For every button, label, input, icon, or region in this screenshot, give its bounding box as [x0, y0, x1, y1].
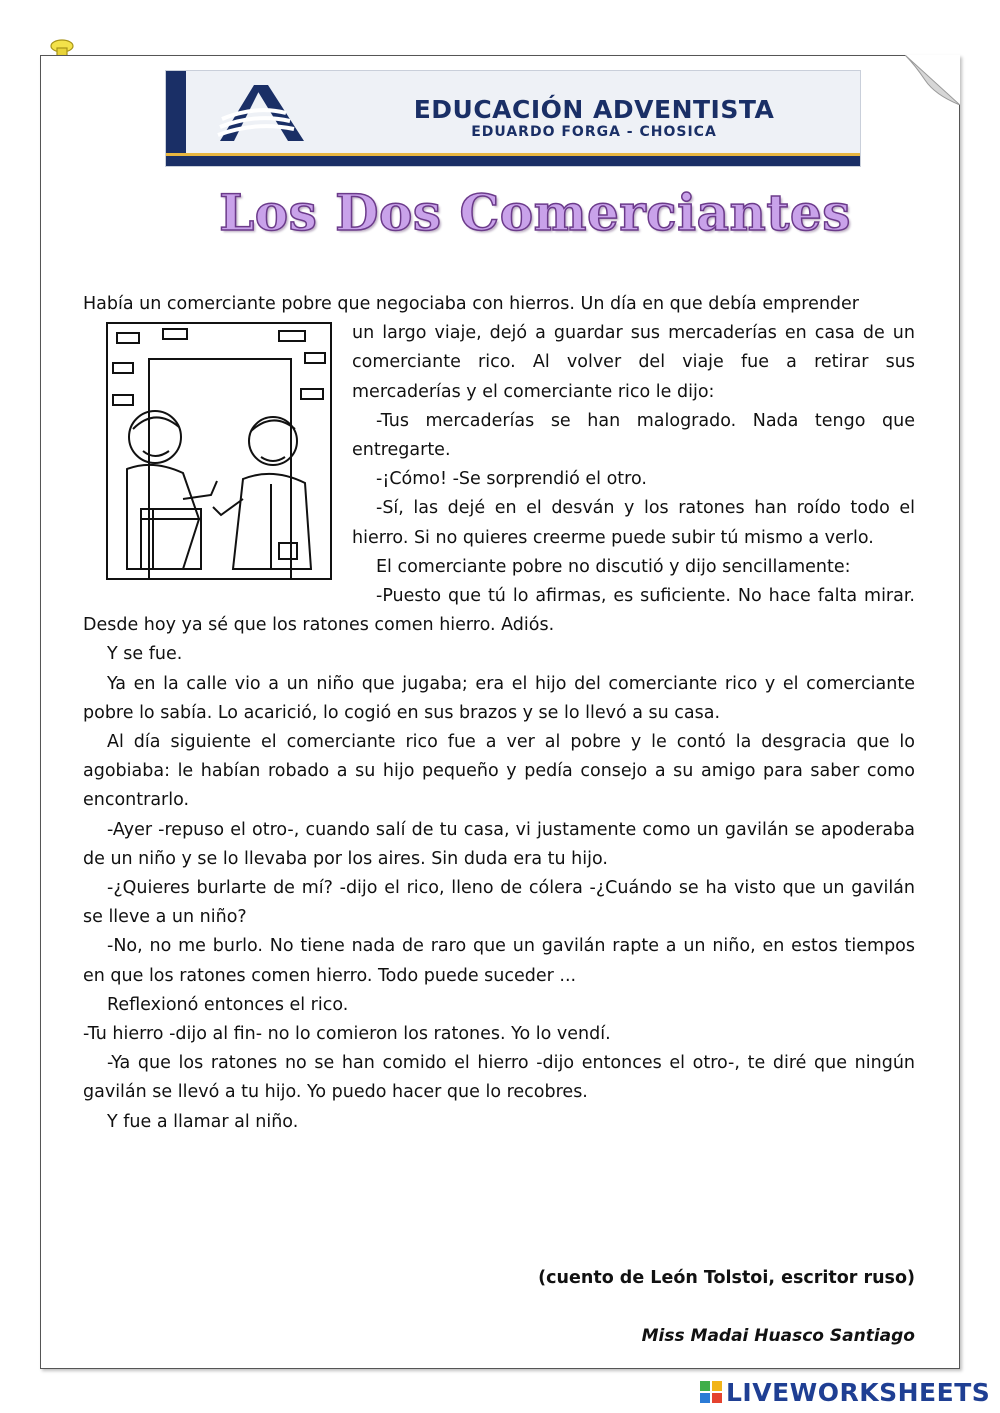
story-paragraph: un largo viaje, dejó a guardar sus mercaderías en casa de un comerciante rico. Al volver del viaje fue a retirar sus mercaderías y el comerciante rico le dijo: — [352, 323, 915, 402]
liveworksheets-badge-icon — [700, 1381, 722, 1403]
branch-name: EDUARDO FORGA - CHOSICA — [471, 124, 717, 140]
page-title: Los Dos Comerciantes — [219, 183, 851, 242]
story-paragraph-intro: Había un comerciante pobre que negociaba con hierros. Un día en que debía emprender — [83, 294, 860, 314]
story-paragraph: -Ya que los ratones no se han comido el hierro -dijo entonces el otro-, te diré que ningún gavilán se llevó a tu hijo. Yo puedo hacer que lo recobres. — [83, 1053, 915, 1103]
story-paragraph: Reflexionó entonces el rico. — [107, 994, 349, 1015]
story-text — [83, 290, 915, 1137]
story-paragraph: -Ayer -repuso el otro-, cuando salí de tu casa, vi justamente como un gavilán se apoderaba de un niño y se lo llevaba por los aires. Sin duda era tu hijo. — [83, 819, 915, 869]
merchants-illustration — [83, 319, 335, 589]
adventist-logo-icon — [216, 83, 306, 143]
story-paragraph: -Sí, las dejé en el desván y los ratones han roído todo el hierro. Si no quieres creerme puede subir tú mismo a verlo. — [352, 498, 915, 548]
page-curl — [905, 55, 960, 105]
story-paragraph: -¡Cómo! -Se sorprendió el otro. — [376, 469, 647, 490]
story-paragraph: Ya en la calle vio a un niño que jugaba; era el hijo del comerciante rico y el comerciante pobre lo sabía. Lo acarició, lo cogió en sus brazos y se lo llevó a su casa. — [83, 673, 915, 723]
banner-left-bar — [166, 71, 186, 166]
org-name: EDUCACIÓN ADVENTISTA — [413, 95, 775, 124]
story-paragraph: -No, no me burlo. No tiene nada de raro que un gavilán rapte a un niño, en estos tiempos en que los ratones comen hierro. Todo puede suceder ... — [83, 936, 915, 986]
story-paragraph: Al día siguiente el comerciante rico fue a ver al pobre y le contó la desgracia que lo agobiaba: le habían robado a su hijo pequeño y pedía consejo a su amigo para saber como encontrarlo. — [83, 732, 915, 811]
banner-bottom-bar — [166, 156, 860, 166]
story-paragraph: -Tus mercaderías se han malogrado. Nada tengo que entregarte. — [352, 410, 915, 461]
story-paragraph: -¿Quieres burlarte de mí? -dijo el rico, lleno de cólera -¿Cuándo se ha visto que un gavilán se lleve a un niño? — [83, 878, 915, 928]
teacher-signature: Miss Madai Huasco Santiago — [641, 1326, 915, 1346]
story-paragraph: Y fue a llamar al niño. — [107, 1111, 299, 1132]
liveworksheets-brand: LIVEWORKSHEETS — [726, 1378, 991, 1407]
story-paragraph: -Tu hierro -dijo al fin- no lo comieron los ratones. Yo lo vendí. — [83, 1024, 611, 1045]
school-banner — [165, 70, 861, 167]
liveworksheets-logo — [700, 1378, 995, 1408]
story-paragraph — [83, 290, 915, 319]
story-citation: (cuento de León Tolstoi, escritor ruso) — [538, 1268, 915, 1288]
story-paragraph: El comerciante pobre no discutió y dijo sencillamente: — [376, 556, 851, 577]
story-paragraph: Y se fue. — [107, 644, 183, 665]
story-paragraph: -Puesto que tú lo afirmas, es suficiente. No hace falta mirar. Desde hoy ya sé que los ratones comen hierro. Adiós. — [83, 586, 915, 636]
